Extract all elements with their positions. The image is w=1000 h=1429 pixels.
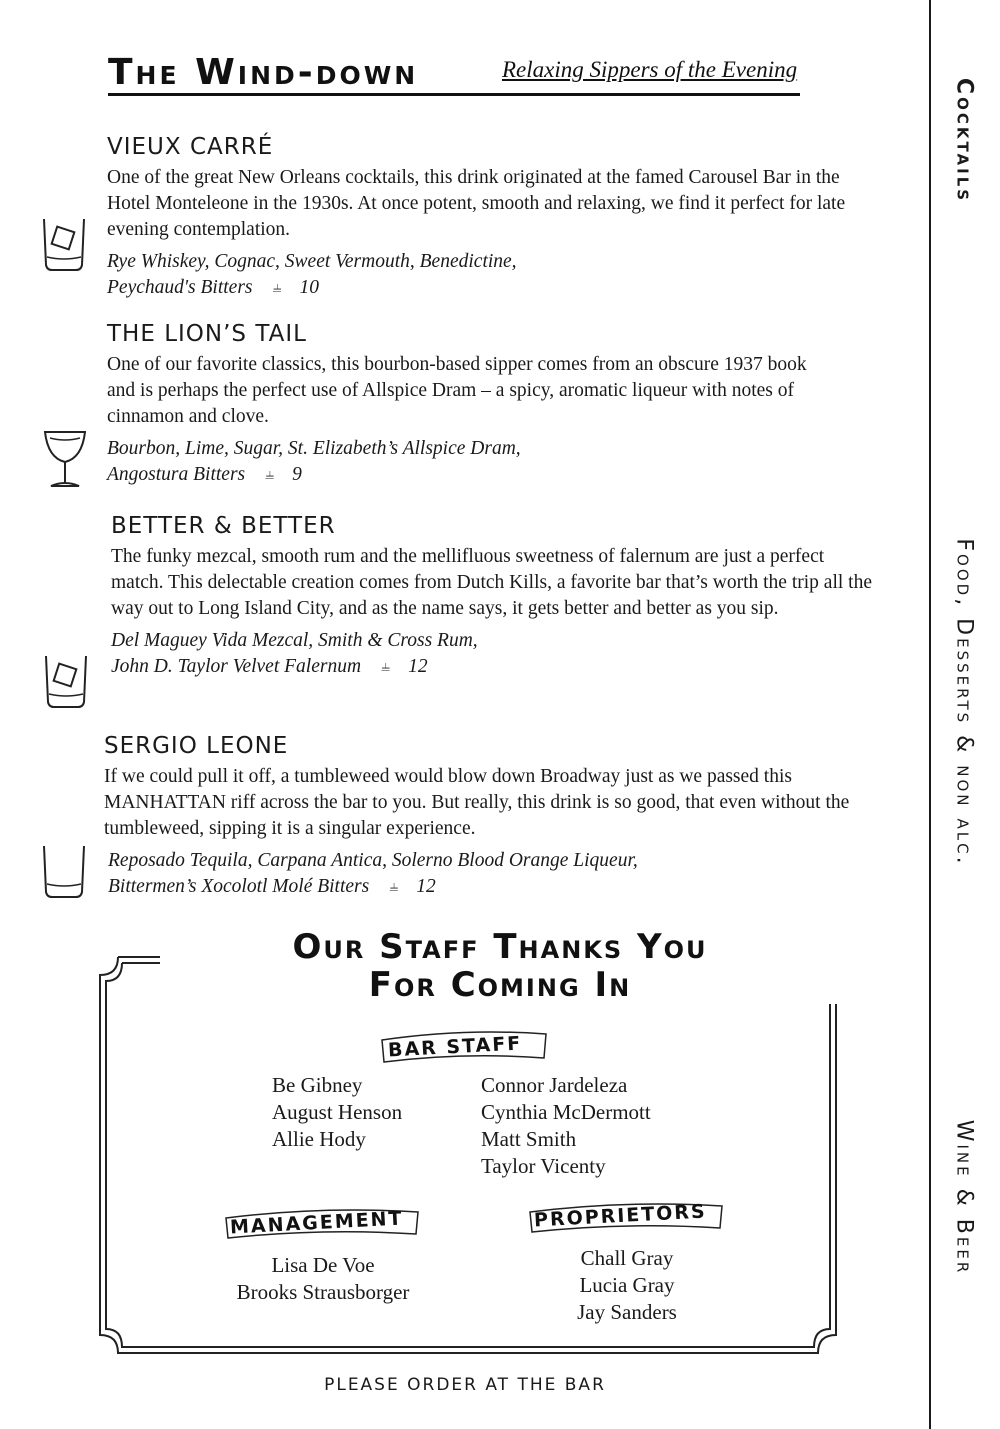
drink-item [107, 133, 887, 301]
drink-description: One of our favorite classics, this bourbon-based sipper comes from an obscure 1937 book and is perhaps the perfect use of Allspice Dram – a spicy, aromatic liqueur with notes of cinnamon and clove. [107, 354, 807, 427]
staff-name: Matt Smith [481, 1127, 577, 1151]
drink-name: THE LION’S TAIL [107, 321, 307, 347]
ingredients-line: Angostura Bitters [107, 464, 246, 485]
staff-box-frame [88, 945, 848, 1365]
ingredients-line: Reposado Tequila, Carpana Antica, Solerno Blood Orange Liqueur, [108, 850, 638, 871]
drink-ingredients [107, 249, 887, 301]
staff-name: Connor Jardeleza [481, 1073, 628, 1097]
bar-staff-list-left [272, 1072, 402, 1153]
rocks-glass-icon [38, 842, 90, 900]
drink-description: One of the great New Orleans cocktails, this drink originated at the famed Carousel Bar in the Hotel Monteleone in the 1930s. At once potent, smooth and relaxing, we find it perfect for late evening contemplation. [107, 167, 846, 240]
drink-price: 9 [292, 464, 302, 485]
ingredients-line: Bourbon, Lime, Sugar, St. Elizabeth’s Allspice Dram, [107, 438, 521, 459]
drink-item [111, 512, 901, 680]
ingredients-line: Peychaud's Bitters [107, 277, 253, 298]
staff-name: Allie Hody [272, 1127, 366, 1151]
staff-name: Taylor Vicenty [481, 1154, 606, 1178]
ingredients-line: John D. Taylor Velvet Falernum [111, 656, 362, 677]
order-at-bar-note: PLEASE ORDER AT THE BAR [324, 1375, 606, 1395]
price-separator-icon: ⫨ [265, 466, 275, 483]
drink-price: 12 [408, 656, 428, 677]
coupe-glass-icon [42, 428, 88, 490]
drink-description: The funky mezcal, smooth rum and the mellifluous sweetness of falernum are just a perfect match. This delectable creation comes from Dutch Kills, a favorite bar that’s worth the trip all the way out to Long Island City, and as the name says, it gets better and better as you sip. [111, 546, 872, 619]
drink-price: 12 [416, 876, 436, 897]
tab-food-desserts-non-alc[interactable]: Food, Desserts & non alc. [951, 538, 977, 867]
proprietors-list [527, 1245, 727, 1326]
page-title: The Wind-down [108, 52, 419, 93]
price-separator-icon: ⫨ [272, 279, 282, 296]
ingredients-line: Bittermen’s Xocolotl Molé Bitters [108, 876, 370, 897]
proprietors-label: PROPRIETORS [533, 1200, 708, 1232]
staff-name: Jay Sanders [577, 1300, 677, 1324]
rocks-glass-with-ice-icon [40, 652, 92, 710]
staff-name: Cynthia McDermott [481, 1100, 651, 1124]
management-list [210, 1252, 436, 1306]
drink-name: SERGIO LEONE [104, 733, 289, 759]
drink-name: VIEUX CARRÉ [107, 134, 274, 160]
sidebar-divider [929, 0, 931, 1429]
staff-name: Brooks Strausborger [236, 1280, 410, 1304]
management-label: MANAGEMENT [229, 1207, 405, 1239]
drink-ingredients [107, 436, 897, 488]
staff-name: Be Gibney [272, 1073, 363, 1097]
title-underline [108, 93, 800, 96]
tab-cocktails[interactable]: Cocktails [951, 77, 977, 204]
drink-description: If we could pull it off, a tumbleweed would blow down Broadway just as we passed this MANHATTAN riff across the bar to you. But really, this drink is so good, that even without the tumbleweed, sipping it is a singular experience. [104, 766, 850, 839]
staff-name: Chall Gray [580, 1246, 674, 1270]
staff-name: Lucia Gray [579, 1273, 675, 1297]
ingredients-line: Del Maguey Vida Mezcal, Smith & Cross Rum, [111, 630, 478, 651]
staff-name: August Henson [272, 1100, 403, 1124]
drink-ingredients [111, 628, 901, 680]
bar-staff-list-right [481, 1072, 651, 1180]
drink-name: BETTER & BETTER [111, 513, 336, 539]
tab-wine-beer[interactable]: Wine & Beer [951, 1119, 977, 1276]
drink-price: 10 [299, 277, 320, 298]
price-separator-icon: ⫨ [381, 658, 391, 675]
drink-item [107, 320, 897, 488]
price-separator-icon: ⫨ [389, 878, 399, 895]
staff-heading-line: Our Staff Thanks You [292, 927, 708, 967]
drink-ingredients [108, 848, 904, 900]
staff-heading-line: For Coming In [368, 965, 632, 1005]
ingredients-line: Rye Whiskey, Cognac, Sweet Vermouth, Benedictine, [107, 251, 517, 272]
rocks-glass-with-ice-icon [38, 215, 90, 273]
page-subtitle: Relaxing Sippers of the Evening [502, 57, 798, 82]
staff-heading [160, 928, 840, 1004]
drink-item [104, 732, 904, 900]
bar-staff-label: BAR STAFF [387, 1032, 523, 1062]
staff-name: Lisa De Voe [271, 1253, 375, 1277]
